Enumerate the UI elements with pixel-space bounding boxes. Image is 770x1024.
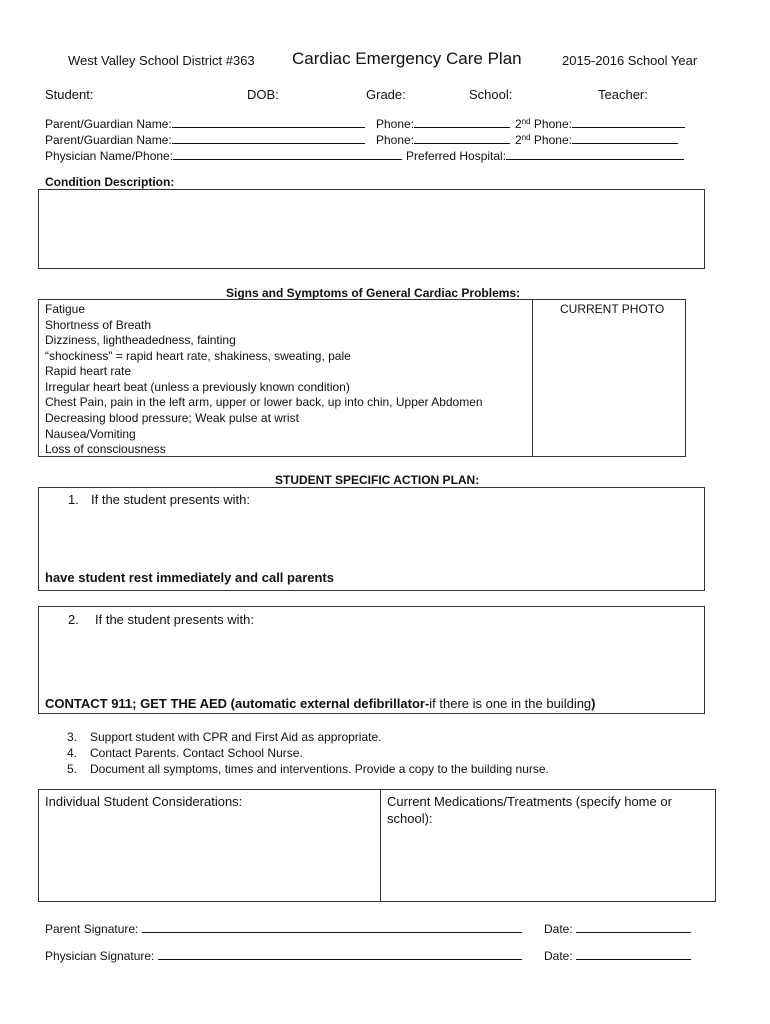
parent1-phone-label: Phone: bbox=[376, 117, 415, 131]
school-label: School: bbox=[469, 87, 513, 102]
page-title: Cardiac Emergency Care Plan bbox=[292, 49, 522, 68]
hospital-field[interactable] bbox=[506, 148, 684, 160]
ordinal-suffix: nd bbox=[521, 133, 531, 142]
medications-label-line2: school): bbox=[387, 811, 433, 826]
parent1-name-field[interactable] bbox=[172, 116, 365, 128]
step4-text: Contact Parents. Contact School Nurse. bbox=[90, 746, 303, 760]
symptoms-heading: Signs and Symptoms of General Cardiac Problems: bbox=[226, 286, 521, 300]
physician-label: Physician Name/Phone: bbox=[45, 149, 174, 163]
parent-date-label: Date: bbox=[544, 922, 573, 936]
action-step1-box[interactable] bbox=[38, 487, 705, 591]
ordinal-number: 2 bbox=[515, 133, 522, 147]
symptom-item: Loss of consciousness bbox=[45, 442, 166, 456]
hospital-row bbox=[406, 148, 684, 163]
step3-number: 3. bbox=[67, 730, 78, 744]
photo-label: CURRENT PHOTO bbox=[560, 302, 665, 316]
symptom-item: Nausea/Vomiting bbox=[45, 427, 136, 441]
considerations-box[interactable] bbox=[38, 789, 381, 902]
step4-number: 4. bbox=[67, 746, 78, 760]
step2-number: 2. bbox=[68, 612, 79, 627]
parent2-phone-label: Phone: bbox=[376, 133, 415, 147]
considerations-label: Individual Student Considerations: bbox=[45, 794, 243, 809]
parent2-phone2-field[interactable] bbox=[572, 132, 678, 144]
photo-box bbox=[532, 299, 686, 457]
physician-row bbox=[45, 148, 402, 163]
physician-date-row bbox=[544, 948, 691, 963]
physician-field[interactable] bbox=[173, 148, 402, 160]
step1-number: 1. bbox=[68, 492, 79, 507]
step2-text: If the student presents with: bbox=[95, 612, 254, 627]
parent2-phone-row bbox=[376, 132, 510, 147]
condition-label: Condition Description: bbox=[45, 175, 175, 189]
action-plan-heading: STUDENT SPECIFIC ACTION PLAN: bbox=[275, 473, 480, 487]
step2-action-close: ) bbox=[591, 696, 596, 711]
condition-box[interactable] bbox=[38, 189, 705, 269]
step2-action-bold: CONTACT 911; GET THE AED (automatic external defibrillator- bbox=[45, 696, 430, 711]
parent2-row bbox=[45, 132, 365, 147]
parent1-phone-field[interactable] bbox=[414, 116, 510, 128]
parent1-row bbox=[45, 116, 365, 131]
grade-label: Grade: bbox=[366, 87, 406, 102]
school-year: 2015-2016 School Year bbox=[562, 53, 698, 68]
step1-action: have student rest immediately and call parents bbox=[45, 570, 334, 585]
parent1-phone-row bbox=[376, 116, 510, 131]
parent1-label: Parent/Guardian Name: bbox=[45, 117, 172, 131]
parent2-name-field[interactable] bbox=[172, 132, 365, 144]
parent-signature-label: Parent Signature: bbox=[45, 922, 139, 936]
parent2-phone2-label: Phone: bbox=[530, 133, 572, 147]
step3-text: Support student with CPR and First Aid as appropriate. bbox=[90, 730, 382, 744]
hospital-label: Preferred Hospital: bbox=[406, 149, 507, 163]
physician-date-field[interactable] bbox=[576, 948, 691, 960]
symptom-item: Shortness of Breath bbox=[45, 318, 152, 332]
parent2-phone2-row bbox=[515, 132, 678, 147]
teacher-label: Teacher: bbox=[598, 87, 648, 102]
dob-label: DOB: bbox=[247, 87, 279, 102]
symptom-item: Chest Pain, pain in the left arm, upper or lower back, up into chin, Upper Abdomen bbox=[45, 395, 483, 409]
parent-date-row bbox=[544, 921, 691, 936]
student-label: Student: bbox=[45, 87, 94, 102]
symptom-item: Dizziness, lightheadedness, fainting bbox=[45, 333, 236, 347]
parent-signature-row bbox=[45, 921, 522, 936]
symptom-item: Fatigue bbox=[45, 302, 86, 316]
symptom-item: Rapid heart rate bbox=[45, 364, 132, 378]
physician-signature-field[interactable] bbox=[158, 948, 522, 960]
symptom-item: Irregular heart beat (unless a previously known condition) bbox=[45, 380, 350, 394]
parent2-label: Parent/Guardian Name: bbox=[45, 133, 172, 147]
parent1-phone2-label: Phone: bbox=[530, 117, 572, 131]
physician-date-label: Date: bbox=[544, 949, 573, 963]
ordinal-suffix: nd bbox=[521, 117, 531, 126]
medications-box[interactable] bbox=[380, 789, 716, 902]
action-step2-box[interactable] bbox=[38, 606, 705, 714]
ordinal-number: 2 bbox=[515, 117, 522, 131]
parent1-phone2-field[interactable] bbox=[572, 116, 685, 128]
parent1-phone2-row bbox=[515, 116, 685, 131]
parent2-phone-field[interactable] bbox=[414, 132, 510, 144]
parent-date-field[interactable] bbox=[576, 921, 691, 933]
step1-text: If the student presents with: bbox=[91, 492, 250, 507]
medications-label-line1: Current Medications/Treatments (specify home or bbox=[387, 794, 672, 809]
symptom-item: Decreasing blood pressure; Weak pulse at wrist bbox=[45, 411, 299, 425]
physician-signature-row bbox=[45, 948, 522, 963]
physician-signature-label: Physician Signature: bbox=[45, 949, 155, 963]
parent-signature-field[interactable] bbox=[142, 921, 522, 933]
district-name: West Valley School District #363 bbox=[68, 53, 255, 68]
step5-text: Document all symptoms, times and interventions. Provide a copy to the building nurse. bbox=[90, 762, 549, 776]
step2-action bbox=[45, 696, 596, 711]
step5-number: 5. bbox=[67, 762, 78, 776]
step2-action-normal: if there is one in the building bbox=[429, 696, 592, 711]
symptom-item: “shockiness” = rapid heart rate, shakiness, sweating, pale bbox=[45, 349, 351, 363]
